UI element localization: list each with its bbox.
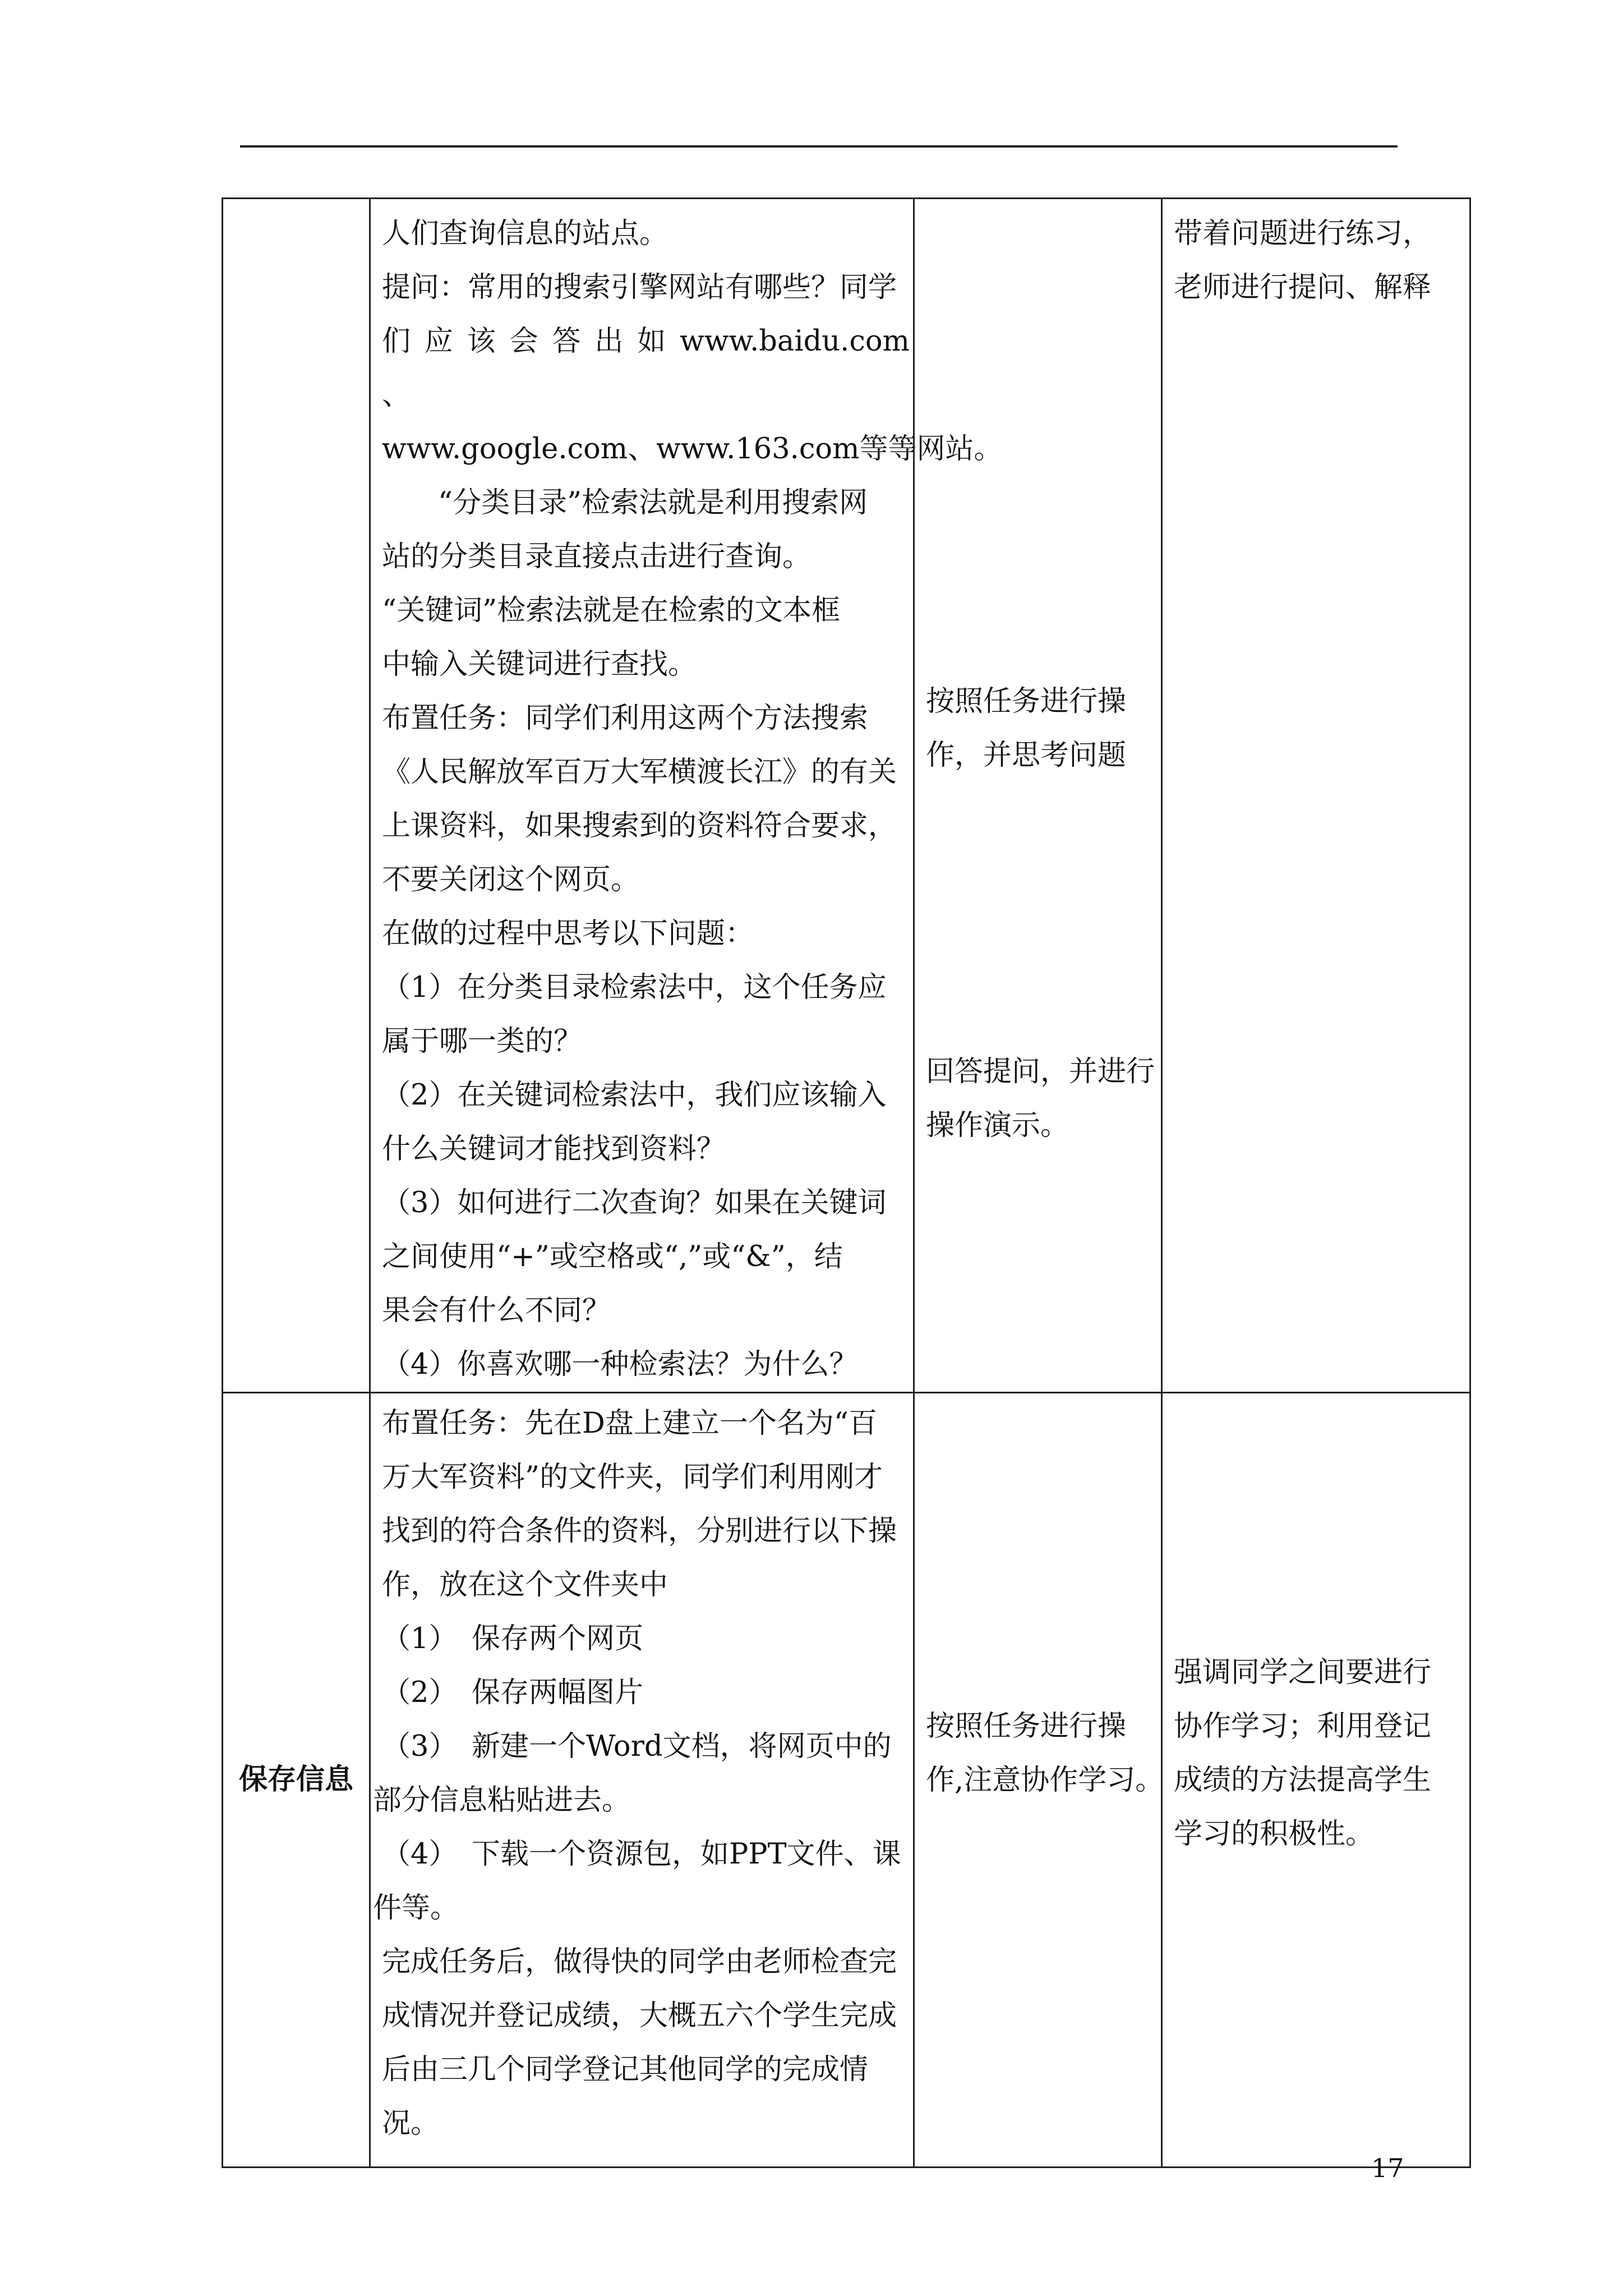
content-line: 布置任务：先在D盘上建立一个名为“百 [382,1407,877,1440]
design-intent-cell [1162,199,1470,1393]
design-intent-line: 强调同学之间要进行 [1174,1656,1432,1689]
content-line: 果会有什么不同？ [382,1294,611,1327]
student-activity-line: 操作演示。 [926,1109,1069,1142]
content-line: 《人民解放军百万大军横渡长江》的有关 [382,756,897,789]
student-activity-line: 按照任务进行操 [926,685,1127,718]
design-intent-cell [1162,1393,1470,2168]
teacher-activity-cell [370,1393,914,2168]
content-line: 在做的过程中思考以下问题： [382,917,754,950]
design-intent-line: 成绩的方法提高学生 [1174,1764,1432,1797]
student-activity-cell [914,199,1162,1393]
content-line: “关键词”检索法就是在检索的文本框 [382,594,841,627]
content-line: （1） 保存两个网页 [382,1622,643,1655]
section-label-empty [223,199,370,1393]
content-line: （2）在关键词检索法中，我们应该输入 [382,1079,887,1112]
content-line: （3）如何进行二次查询？如果在关键词 [382,1186,887,1220]
design-intent-line: 带着问题进行练习， [1174,217,1432,250]
content-line: 之间使用“+”或空格或“,”或“&”，结 [382,1240,843,1273]
content-line: 况。 [382,2107,440,2140]
table-row-save-information [223,1393,1470,2168]
design-intent-line: 协作学习；利用登记 [1174,1710,1432,1743]
content-line: （1）在分类目录检索法中，这个任务应 [382,971,887,1004]
content-line: 部分信息粘贴进去。 [373,1784,631,1817]
content-line: 们 应 该 会 答 出 如 www.baidu.com 、 [382,325,910,412]
content-line: 上课资料，如果搜索到的资料符合要求， [382,809,897,843]
content-line: 完成任务后，做得快的同学由老师检查完 [382,1945,897,1978]
content-line: www.google.com、www.163.com等等网站。 [382,432,1003,466]
content-line: （4）你喜欢哪一种检索法？为什么？ [382,1348,858,1381]
section-label-save-information: 保存信息 [223,1393,370,2168]
design-intent-line: 老师进行提问、解释 [1174,271,1432,304]
student-activity-line: 作,注意协作学习。 [926,1764,1164,1797]
content-line: （2） 保存两幅图片 [382,1676,643,1709]
content-line: 件等。 [373,1892,459,1925]
content-line: 提问：常用的搜索引擎网站有哪些？同学 [382,271,897,304]
content-line: 什么关键词才能找到资料？ [382,1133,726,1166]
content-line: “分类目录”检索法就是利用搜索网 [438,486,868,519]
content-line: （3） 新建一个Word文档，将网页中的 [382,1730,892,1763]
design-intent-line: 学习的积极性。 [1174,1818,1375,1851]
content-line: 后由三几个同学登记其他同学的完成情 [382,2053,869,2086]
table-row-search-methods [223,199,1470,1393]
content-line: 人们查询信息的站点。 [382,217,668,250]
content-line: 布置任务：同学们利用这两个方法搜索 [382,702,869,735]
student-activity-line: 作，并思考问题 [926,739,1127,772]
content-line: （4） 下载一个资源包，如PPT文件、课 [382,1838,901,1871]
content-line: 作，放在这个文件夹中 [382,1568,668,1602]
student-activity-line: 回答提问，并进行 [926,1055,1155,1088]
page-number: 17 [1371,2153,1404,2183]
content-line: 站的分类目录直接点击进行查询。 [382,540,811,573]
content-line: 万大军资料”的文件夹，同学们利用刚才 [382,1461,883,1494]
content-line: 找到的符合条件的资料，分别进行以下操 [382,1515,897,1548]
student-activity-cell [914,1393,1162,2168]
lesson-plan-table [222,197,1471,2168]
header-rule [240,145,1398,148]
content-line: 不要关闭这个网页。 [382,863,640,896]
student-activity-line: 按照任务进行操 [926,1710,1127,1743]
content-line: 成情况并登记成绩，大概五六个学生完成 [382,1999,897,2032]
content-line: 中输入关键词进行查找。 [382,648,697,681]
content-line: 属于哪一类的？ [382,1025,583,1058]
